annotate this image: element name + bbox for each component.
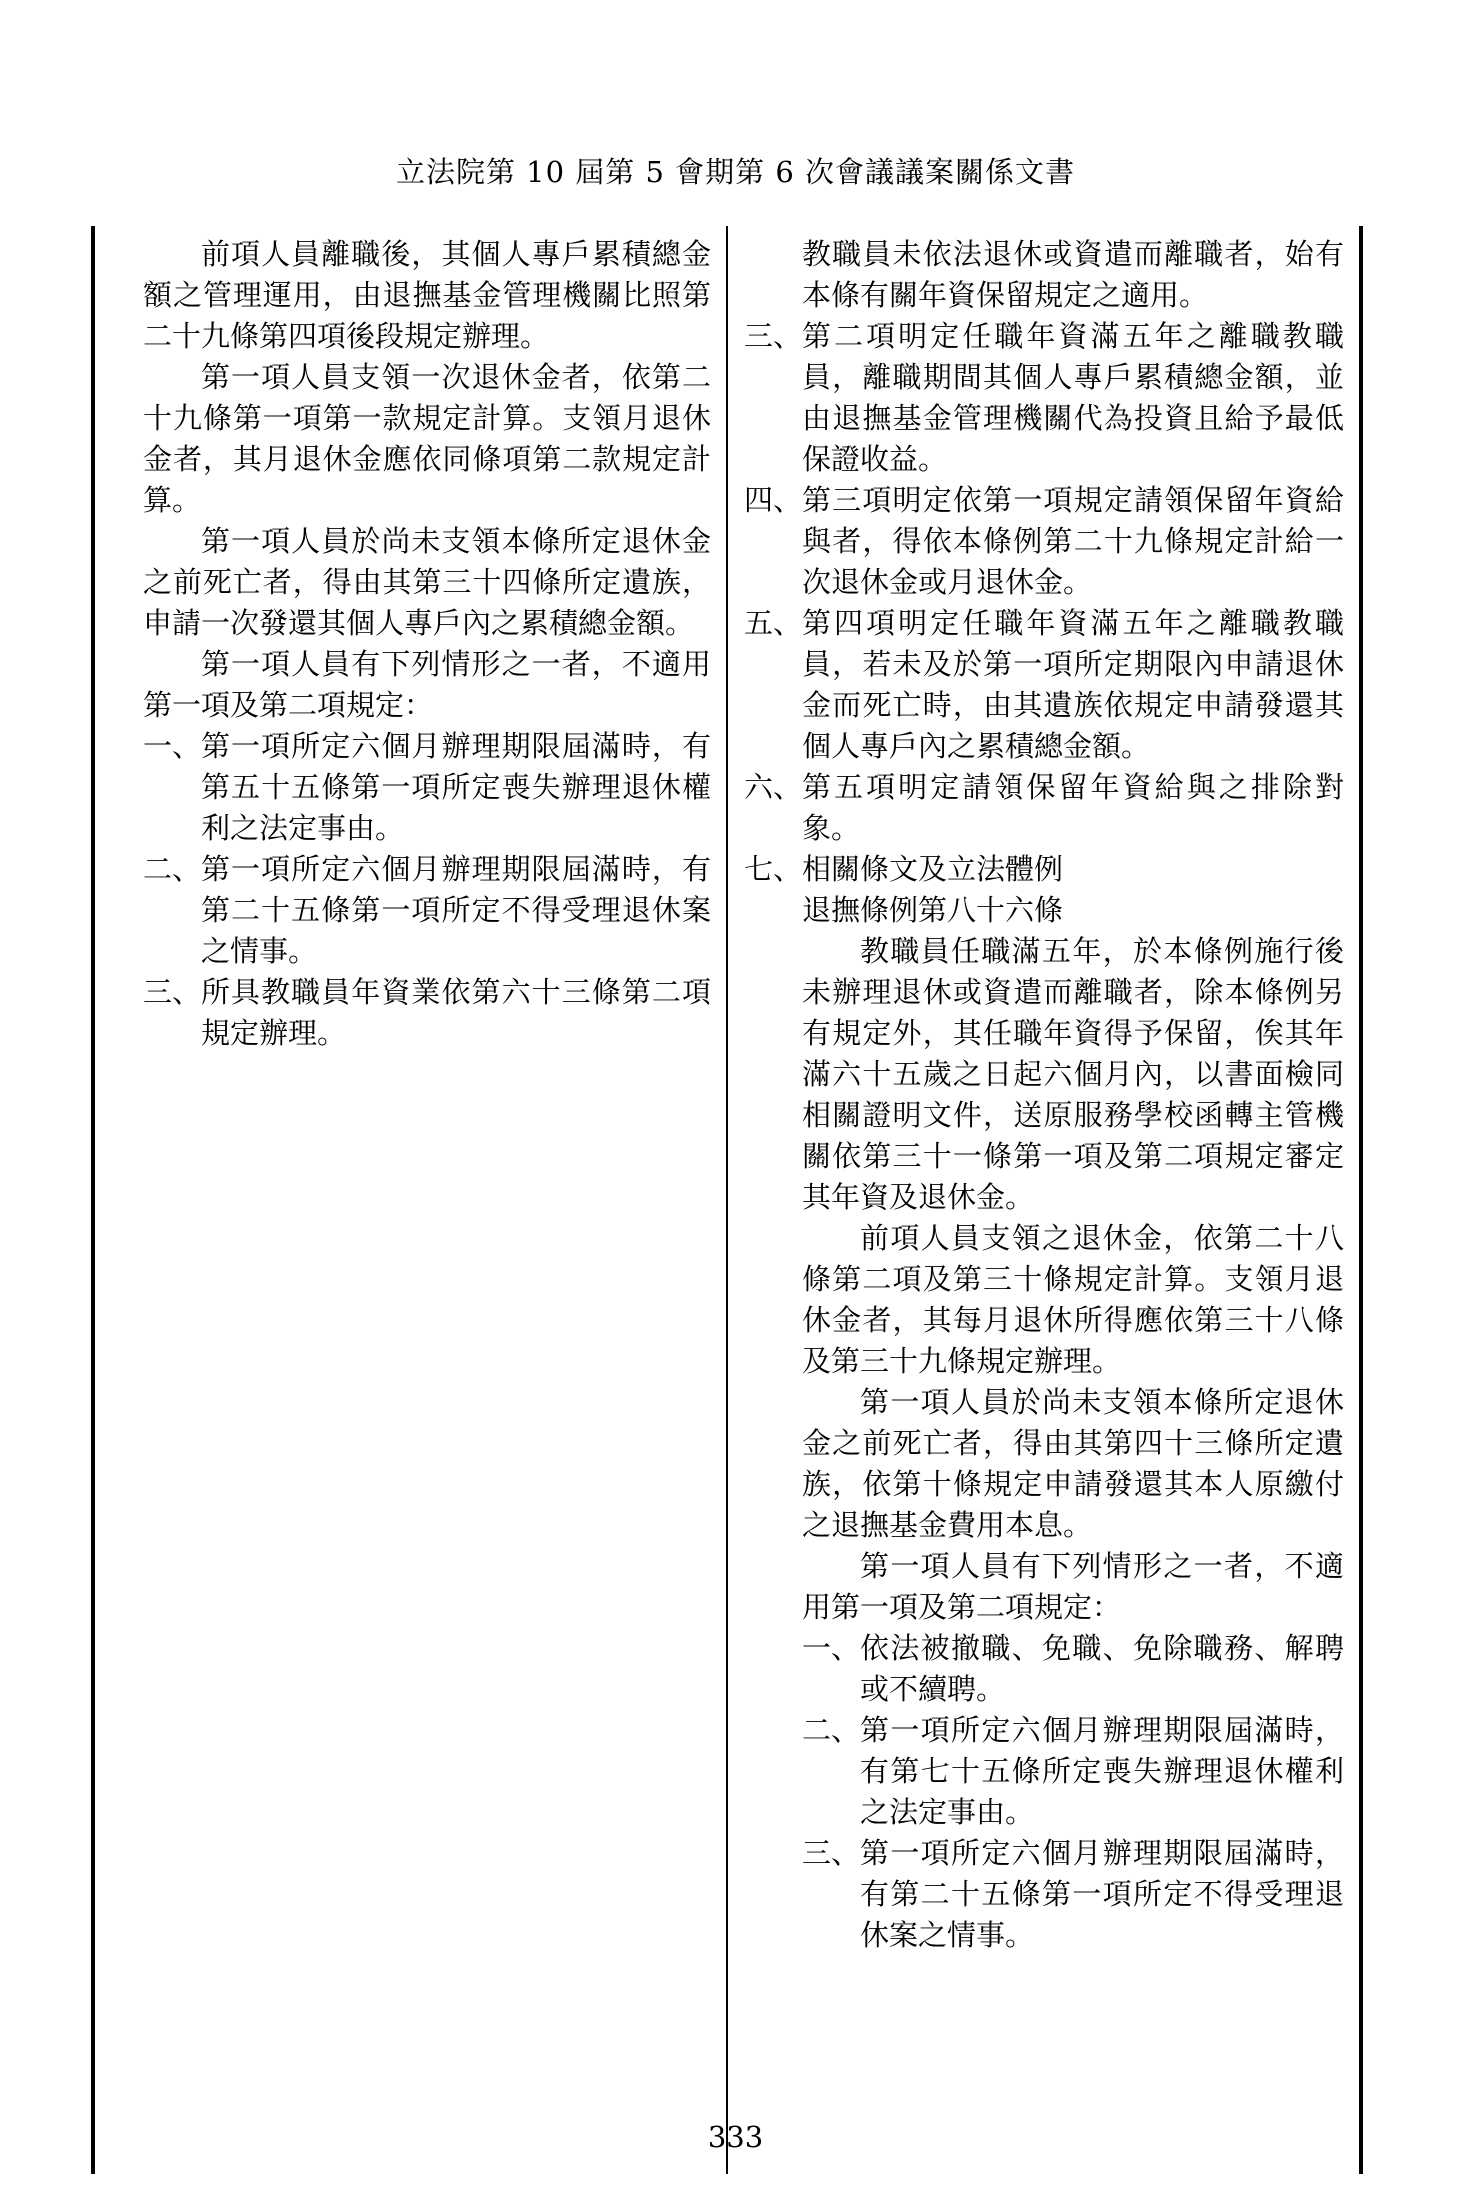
list-item bbox=[143, 849, 711, 972]
item-text: 第三項明定依第一項規定請領保留年資給與者，得依本條例第二十九條規定計給一次退休金或月退休金。 bbox=[802, 483, 1344, 599]
item-text: 第二項明定任職年資滿五年之離職教職員，離職期間其個人專戶累積總金額，並由退撫基金管理機關代為投資且給予最低保證收益。 bbox=[802, 319, 1344, 476]
list-item bbox=[802, 1710, 1344, 1833]
item-number: 一、 bbox=[143, 729, 202, 763]
item-text: 第一項所定六個月辦理期限屆滿時，有第七十五條所定喪失辦理退休權利之法定事由。 bbox=[860, 1713, 1344, 1829]
list-item bbox=[744, 603, 1344, 767]
reference-law-title: 退撫條例第八十六條 bbox=[802, 893, 1064, 927]
reference-block bbox=[802, 890, 1344, 1956]
reference-paragraph: 教職員任職滿五年，於本條例施行後未辦理退休或資遣而離職者，除本條例另有規定外，其任職年資得予保留，俟其年滿六十五歲之日起六個月內，以書面檢同相關證明文件，送原服務學校函轉主管機關依第三十一條第一項及第二項規定審定其年資及退休金。 bbox=[802, 934, 1344, 1214]
right-border-rule bbox=[1359, 226, 1363, 2174]
item-number: 二、 bbox=[143, 852, 202, 886]
item-text: 第四項明定任職年資滿五年之離職教職員，若未及於第一項所定期限內申請退休金而死亡時，由其遺族依規定申請發還其個人專戶內之累積總金額。 bbox=[802, 606, 1344, 763]
item-text: 相關條文及立法體例 bbox=[802, 852, 1064, 886]
list-item bbox=[744, 316, 1344, 480]
right-column bbox=[744, 234, 1344, 1956]
item-number: 二、 bbox=[802, 1713, 861, 1747]
continuation-text: 教職員未依法退休或資遣而離職者，始有本條有關年資保留規定之適用。 bbox=[802, 237, 1344, 312]
left-item-list bbox=[143, 726, 711, 1054]
page-number: 333 bbox=[707, 2120, 764, 2154]
left-paragraph: 第一項人員支領一次退休金者，依第二十九條第一項第一款規定計算。支領月退休金者，其月退休金應依同條項第二款規定計算。 bbox=[143, 360, 711, 517]
reference-paragraph: 前項人員支領之退休金，依第二十八條第二項及第三十條規定計算。支領月退休金者，其每月退休所得應依第三十八條及第三十九條規定辦理。 bbox=[802, 1221, 1344, 1378]
item-text: 第五項明定請領保留年資給與之排除對象。 bbox=[802, 770, 1344, 845]
list-item bbox=[143, 726, 711, 849]
reference-paragraph: 第一項人員於尚未支領本條所定退休金之前死亡者，得由其第四十三條所定遺族，依第十條規定申請發還其本人原繳付之退撫基金費用本息。 bbox=[802, 1385, 1344, 1542]
list-item bbox=[143, 972, 711, 1054]
page-header: 立法院第 10 屆第 5 會期第 6 次會議議案關係文書 bbox=[395, 155, 1076, 189]
reference-paragraph: 第一項人員有下列情形之一者，不適用第一項及第二項規定： bbox=[802, 1549, 1344, 1624]
continuation-block bbox=[744, 234, 1344, 316]
left-paragraph: 第一項人員於尚未支領本條所定退休金之前死亡者，得由其第三十四條所定遺族，申請一次發還其個人專戶內之累積總金額。 bbox=[143, 524, 711, 640]
center-divider-rule bbox=[726, 226, 728, 2174]
list-item bbox=[744, 849, 1344, 890]
item-text: 第一項所定六個月辦理期限屆滿時，有第二十五條第一項所定不得受理退休案之情事。 bbox=[201, 852, 711, 968]
left-column bbox=[143, 234, 711, 1054]
item-text: 所具教職員年資業依第六十三條第二項規定辦理。 bbox=[201, 975, 711, 1050]
item-number: 三、 bbox=[744, 319, 803, 353]
item-number: 七、 bbox=[744, 852, 803, 886]
item-number: 六、 bbox=[744, 770, 803, 804]
item-number: 三、 bbox=[143, 975, 202, 1009]
item-number: 四、 bbox=[744, 483, 803, 517]
item-number: 三、 bbox=[802, 1836, 861, 1870]
item-number: 一、 bbox=[802, 1631, 861, 1665]
left-paragraph: 第一項人員有下列情形之一者，不適用第一項及第二項規定： bbox=[143, 647, 711, 722]
list-item bbox=[802, 1628, 1344, 1710]
list-item bbox=[802, 1833, 1344, 1956]
item-number: 五、 bbox=[744, 606, 803, 640]
list-item bbox=[744, 767, 1344, 849]
item-text: 第一項所定六個月辦理期限屆滿時，有第五十五條第一項所定喪失辦理退休權利之法定事由。 bbox=[201, 729, 711, 845]
item-text: 第一項所定六個月辦理期限屆滿時，有第二十五條第一項所定不得受理退休案之情事。 bbox=[860, 1836, 1344, 1952]
item-text: 依法被撤職、免職、免除職務、解聘或不續聘。 bbox=[860, 1631, 1344, 1706]
list-item bbox=[744, 480, 1344, 603]
left-border-rule bbox=[91, 226, 95, 2174]
left-paragraph: 前項人員離職後，其個人專戶累積總金額之管理運用，由退撫基金管理機關比照第二十九條第四項後段規定辦理。 bbox=[143, 237, 711, 353]
